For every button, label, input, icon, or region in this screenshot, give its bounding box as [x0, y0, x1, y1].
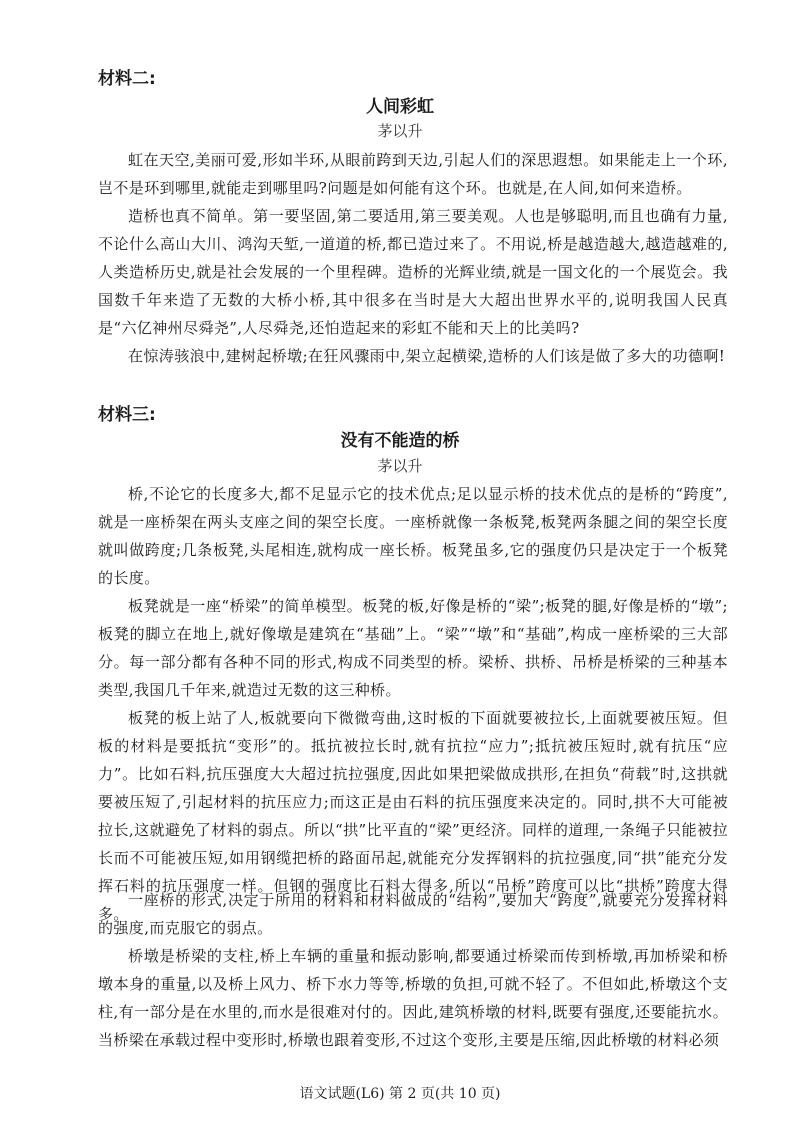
material3-paragraph: 桥墩是桥梁的支柱,桥上车辆的重量和振动影响,都要通过桥梁而传到桥墩,再加桥梁和桥墩本身的重量,以及桥上风力、桥下水力等等,桥墩的负担,可就不轻了。不但如此,桥墩这个支柱,有一部分是在水里的,而水是很难对付的。因此,建筑桥墩的材料,既要有强度,还要能抗水。当桥梁在承载过程中变形时,桥墩也跟着变形,不过这个变形,主要是压缩,因此桥墩的材料必须 — [98, 947, 728, 1049]
material2-title: 人间彩虹 — [366, 97, 434, 117]
material2-paragraph: 在惊涛骇浪中,建树起桥墩;在狂风骤雨中,架立起横梁,造桥的人们该是做了多大的功德啊! — [128, 347, 726, 365]
material2-paragraph: 造桥也真不简单。第一要坚固,第二要适用,第三要美观。人也是够聪明,而且也确有力量,不论什么高山大川、鸿沟天堑,一道道的桥,都已造过来了。不用说,桥是越造越大,越造越难的,人类造桥历史,就是社会发展的一个里程碑。造桥的光辉业绩,就是一国文化的一个展览会。我国数千年来造了无数的大桥小桥,其中很多在当时是大大超出世界水平的,说明我国人民真是“六亿神州尽舜尧”,人尽舜尧,还怕造起来的彩虹不能和天上的比美吗? — [98, 207, 728, 337]
page-footer: 语文试题(L6) 第 2 页(共 10 页) — [299, 1086, 501, 1102]
material3-paragraph: 板凳的板上站了人,板就要向下微微弯曲,这时板的下面就要被拉长,上面就要被压短。但板的材料是要抵抗“变形”的。抵抗被拉长时,就有抗拉“应力”;抵抗被压短时,就有抗压“应力”。比如石料,抗压强度大大超过抗拉强度,因此如果把梁做成拱形,在担负“荷载”时,这拱就要被压短了,引起材料的抗压应力;而这正是由石料的抗压强度来决定的。同时,拱不大可能被拉长,这就避免了材料的弱点。所以“拱”比平直的“梁”更经济。同样的道理,一条绳子只能被拉长而不可能被压短,如用钢缆把桥的路面吊起,就能充分发挥钢料的抗拉强度,同“拱”能充分发挥石料的抗压强度一样。但钢的强度比石料大得多,所以“吊桥”跨度可以比“拱桥”跨度大得多。 — [98, 709, 728, 923]
material3-paragraph: 一座桥的形式,决定于所用的材料和材料做成的“结构”,要加大“跨度”,就要充分发挥材料的强度,而克服它的弱点。 — [98, 891, 728, 937]
material3-author: 茅以升 — [377, 457, 423, 475]
material3-title: 没有不能造的桥 — [340, 431, 460, 451]
material2-paragraph: 虹在天空,美丽可爱,形如半环,从眼前跨到天边,引起人们的深思遐想。如果能走上一个环,岂不是环到哪里,就能走到哪里吗?问题是如何能有这个环。也就是,在人间,如何来造桥。 — [98, 151, 728, 197]
material3-paragraph: 桥,不论它的长度多大,都不足显示它的技术优点;足以显示桥的技术优点的是桥的“跨度”,就是一座桥架在两头支座之间的架空长度。一座桥就像一条板凳,板凳两条腿之间的架空长度就叫做跨度;几条板凳,头尾相连,就构成一座长桥。板凳虽多,它的强度仍只是决定于一个板凳的长度。 — [98, 485, 728, 587]
material3-paragraph: 板凳就是一座“桥梁”的简单模型。板凳的板,好像是桥的“梁”;板凳的腿,好像是桥的“墩”;板凳的脚立在地上,就好像墩是建筑在“基础”上。“梁”“墩”和“基础”,构成一座桥梁的三大部分。每一部分都有各种不同的形式,构成不同类型的桥。梁桥、拱桥、吊桥是桥梁的三种基本类型,我国几千年来,就造过无数的这三种桥。 — [98, 597, 728, 699]
material2-label: 材料二: — [98, 69, 156, 89]
material3-label: 材料三: — [98, 405, 156, 425]
material2-author: 茅以升 — [377, 122, 423, 140]
